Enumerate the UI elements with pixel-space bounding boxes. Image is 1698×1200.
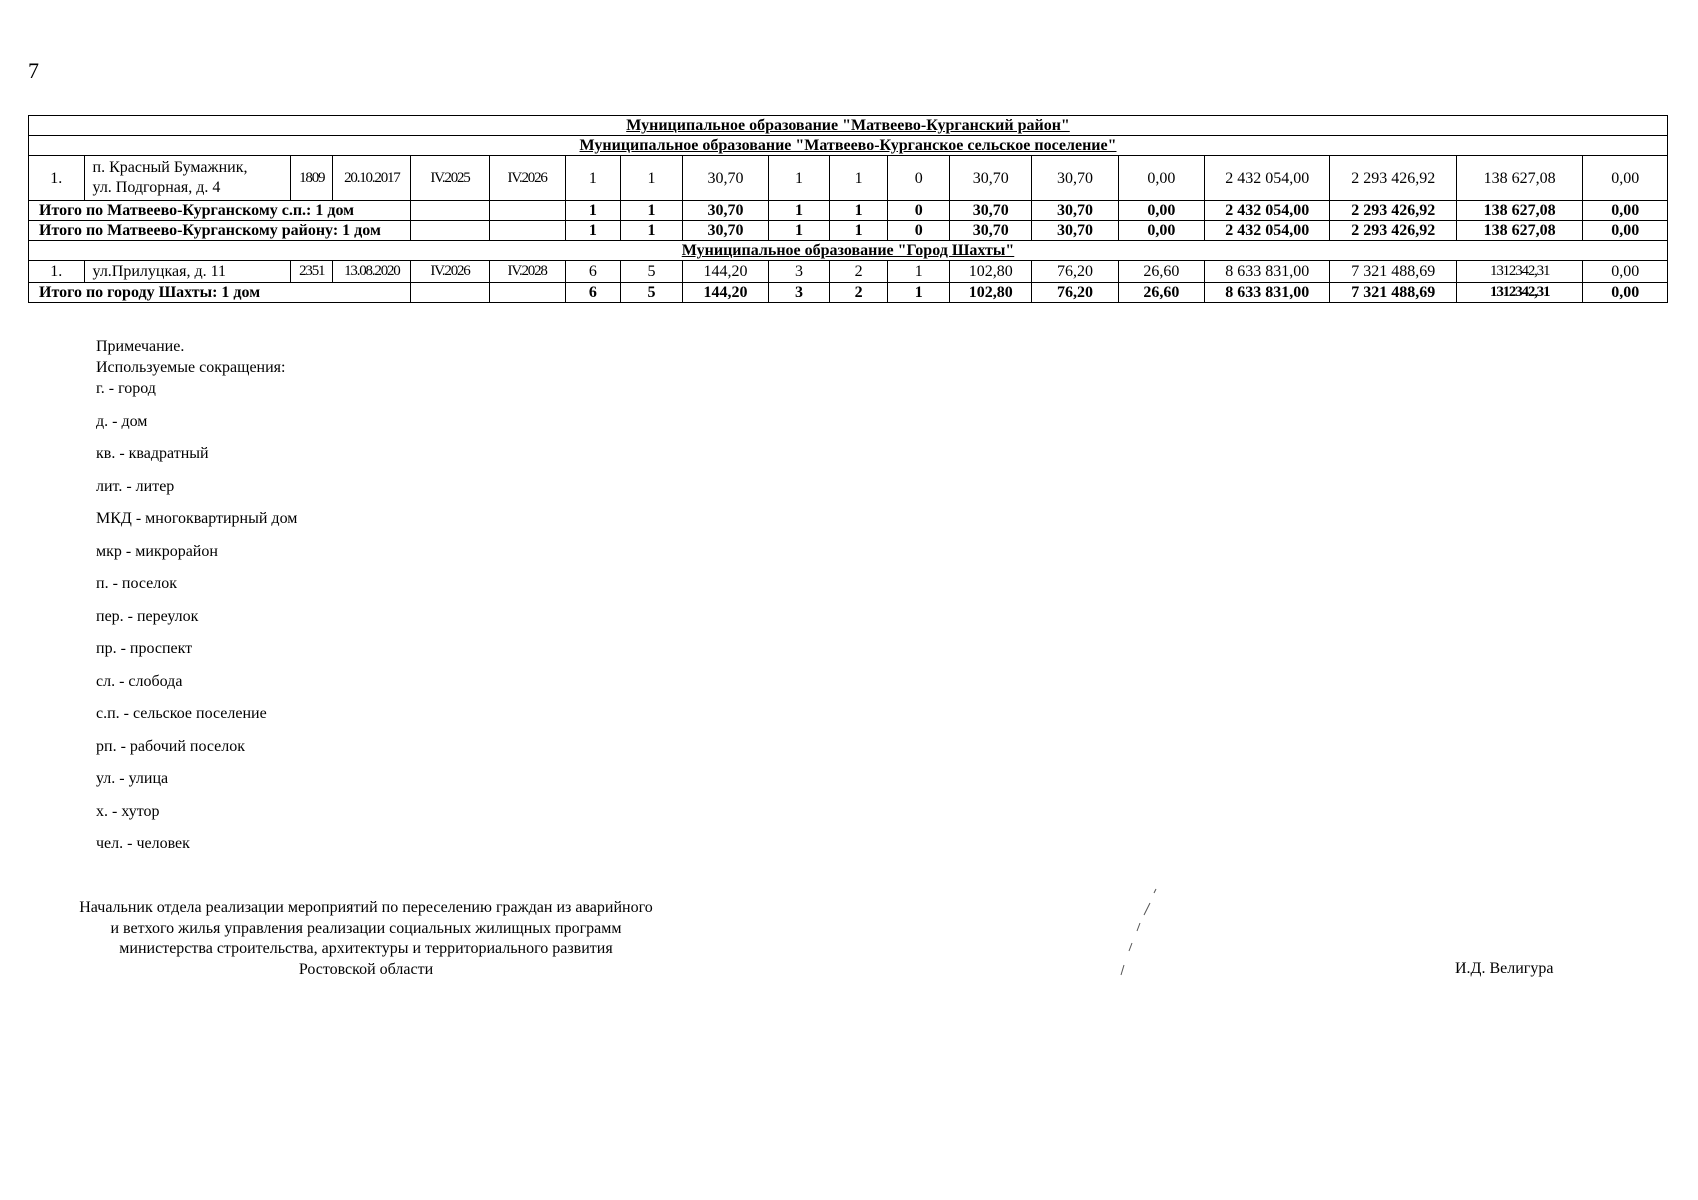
total-value: 26,60 xyxy=(1118,283,1204,303)
abbreviation-item: МКД - многоквартирный дом xyxy=(96,510,298,527)
district-header-row xyxy=(29,241,1668,261)
total-value: 2 432 054,00 xyxy=(1205,221,1330,241)
value-cell: 1312342,31 xyxy=(1456,261,1582,283)
value-cell: 144,20 xyxy=(682,261,768,283)
total-value: 144,20 xyxy=(682,283,768,303)
total-value: 0 xyxy=(888,201,950,221)
total-value: 2 432 054,00 xyxy=(1205,201,1330,221)
position-line: министерства строительства, архитектуры и территориального развития xyxy=(119,940,613,957)
total-value: 6 xyxy=(565,283,621,303)
value-cell: 0,00 xyxy=(1118,156,1204,201)
abbreviation-item: чел. - человек xyxy=(96,835,190,852)
abbreviation-item: д. - дом xyxy=(96,412,148,430)
total-value: 138 627,08 xyxy=(1456,221,1582,241)
total-value: 30,70 xyxy=(950,221,1032,241)
notes-subtitle: Используемые сокращения: xyxy=(96,359,286,376)
total-label: Итого по Матвеево-Курганскому району: 1 дом xyxy=(29,221,411,241)
total-value: 1 xyxy=(888,283,950,303)
value-cell: 1 xyxy=(888,261,950,283)
district-header-row xyxy=(29,116,1668,136)
abbreviation-list xyxy=(96,378,297,866)
value-cell: 76,20 xyxy=(1032,261,1118,283)
value-cell: 7 321 488,69 xyxy=(1330,261,1456,283)
total-value: 102,80 xyxy=(950,283,1032,303)
value-cell: 1 xyxy=(769,156,830,201)
plan-start: IV.2025 xyxy=(411,156,489,201)
value-cell: 0,00 xyxy=(1583,261,1668,283)
empty-cell xyxy=(411,221,489,241)
total-value: 1 xyxy=(565,201,621,221)
abbreviation-item: с.п. - сельское поселение xyxy=(96,705,267,722)
empty-cell xyxy=(489,283,565,303)
value-cell: 3 xyxy=(769,261,830,283)
value-cell: 138 627,08 xyxy=(1456,156,1582,201)
abbreviation-item: х. - хутор xyxy=(96,802,160,820)
value-cell: 6 xyxy=(565,261,621,283)
plan-end: IV.2026 xyxy=(489,156,565,201)
value-cell: 102,80 xyxy=(950,261,1032,283)
page-number: 7 xyxy=(28,58,39,83)
value-cell: 2 293 426,92 xyxy=(1330,156,1456,201)
total-value: 1312342,31 xyxy=(1456,283,1582,303)
total-value: 0,00 xyxy=(1583,221,1668,241)
total-label: Итого по Матвеево-Курганскому с.п.: 1 дом xyxy=(29,201,411,221)
total-value: 1 xyxy=(769,221,830,241)
abbreviation-item: пр. - проспект xyxy=(96,640,193,657)
signer-name: И.Д. Велигура xyxy=(1455,960,1554,977)
plan-end: IV.2028 xyxy=(489,261,565,283)
total-value: 0,00 xyxy=(1583,201,1668,221)
total-value: 30,70 xyxy=(1032,221,1118,241)
value-cell: 2 432 054,00 xyxy=(1205,156,1330,201)
row-number: 1. xyxy=(29,261,85,283)
value-cell: 0 xyxy=(888,156,950,201)
value-cell: 30,70 xyxy=(1032,156,1118,201)
abbreviation-item: ул. - улица xyxy=(96,770,169,787)
value-cell: 1 xyxy=(829,156,888,201)
settlement-title: Муниципальное образование "Матвеево-Курганское сельское поселение" xyxy=(29,136,1668,156)
total-value: 138 627,08 xyxy=(1456,201,1582,221)
total-value: 30,70 xyxy=(682,221,768,241)
address-cell xyxy=(84,156,291,201)
plan-start: IV.2026 xyxy=(411,261,489,283)
abbreviation-item: рп. - рабочий поселок xyxy=(96,737,246,755)
abbreviation-item: п. - поселок xyxy=(96,575,178,592)
address-cell: ул.Прилуцкая, д. 11 xyxy=(84,261,291,283)
total-value: 0,00 xyxy=(1118,221,1204,241)
total-value: 1 xyxy=(621,201,683,221)
total-value: 1 xyxy=(769,201,830,221)
value-cell: 30,70 xyxy=(950,156,1032,201)
signatory-position xyxy=(36,898,696,980)
position-line: Начальник отдела реализации мероприятий по переселению граждан из аварийного xyxy=(79,899,653,916)
table-row xyxy=(29,261,1668,283)
value-cell: 26,60 xyxy=(1118,261,1204,283)
empty-cell xyxy=(411,201,489,221)
district-title: Муниципальное образование "Город Шахты" xyxy=(29,241,1668,261)
signature-mark xyxy=(1110,885,1160,985)
abbreviation-item: сл. - слобода xyxy=(96,672,183,690)
total-value: 0 xyxy=(888,221,950,241)
address-line: ул. Подгорная, д. 4 xyxy=(92,179,221,196)
total-value: 1 xyxy=(565,221,621,241)
notes xyxy=(96,336,297,866)
total-label: Итого по городу Шахты: 1 дом xyxy=(29,283,411,303)
doc-date: 20.10.2017 xyxy=(333,156,411,201)
total-value: 0,00 xyxy=(1118,201,1204,221)
value-cell: 1 xyxy=(565,156,621,201)
total-value: 1 xyxy=(621,221,683,241)
abbreviation-item: пер. - переулок xyxy=(96,607,199,625)
total-value: 2 xyxy=(829,283,888,303)
settlement-total-row xyxy=(29,201,1668,221)
value-cell: 8 633 831,00 xyxy=(1205,261,1330,283)
total-value: 30,70 xyxy=(1032,201,1118,221)
total-value: 30,70 xyxy=(950,201,1032,221)
abbreviation-item: лит. - литер xyxy=(96,477,175,495)
empty-cell xyxy=(489,221,565,241)
total-value: 2 293 426,92 xyxy=(1330,221,1456,241)
doc-date: 13.08.2020 xyxy=(333,261,411,283)
total-value: 3 xyxy=(769,283,830,303)
row-number: 1. xyxy=(29,156,85,201)
settlement-header-row xyxy=(29,136,1668,156)
table-row xyxy=(29,156,1668,201)
abbreviation-item: г. - город xyxy=(96,380,156,397)
total-value: 5 xyxy=(621,283,683,303)
value-cell: 2 xyxy=(829,261,888,283)
value-cell: 0,00 xyxy=(1583,156,1668,201)
total-value: 30,70 xyxy=(682,201,768,221)
abbreviation-item: мкр - микрорайон xyxy=(96,542,218,560)
district-total-row xyxy=(29,221,1668,241)
value-cell: 30,70 xyxy=(682,156,768,201)
empty-cell xyxy=(411,283,489,303)
total-value: 8 633 831,00 xyxy=(1205,283,1330,303)
district-total-row xyxy=(29,283,1668,303)
value-cell: 5 xyxy=(621,261,683,283)
notes-title: Примечание. xyxy=(96,338,185,355)
total-value: 76,20 xyxy=(1032,283,1118,303)
total-value: 7 321 488,69 xyxy=(1330,283,1456,303)
position-line: и ветхого жилья управления реализации социальных жилищных программ xyxy=(110,919,622,937)
position-line: Ростовской области xyxy=(298,960,434,978)
total-value: 0,00 xyxy=(1583,283,1668,303)
total-value: 1 xyxy=(829,201,888,221)
total-value: 2 293 426,92 xyxy=(1330,201,1456,221)
district-title: Муниципальное образование "Матвеево-Курганский район" xyxy=(29,116,1668,136)
address-line: п. Красный Бумажник, xyxy=(92,159,248,176)
abbreviation-item: кв. - квадратный xyxy=(96,445,209,462)
total-value: 1 xyxy=(829,221,888,241)
empty-cell xyxy=(489,201,565,221)
doc-number: 1809 xyxy=(291,156,333,201)
resettlement-table xyxy=(28,115,1668,303)
doc-number: 2351 xyxy=(291,261,333,283)
value-cell: 1 xyxy=(621,156,683,201)
